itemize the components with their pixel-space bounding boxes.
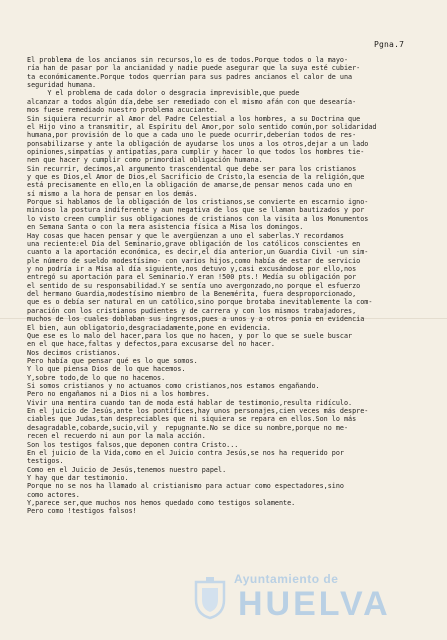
text-line: del hermano Guardia,modestísimo miembro de la Benemérita, fuera desproporcionado, xyxy=(27,290,357,299)
text-line: Vivir una mentira cuando tan de moda está hablar de testimonio,resulta ridículo. xyxy=(27,398,353,407)
text-line: que es o debía ser natural en un católico,sino porque brotaba inevitablemente la com- xyxy=(27,298,373,307)
watermark-line-1: Ayuntamiento de xyxy=(234,572,339,586)
text-line: y que es Dios,el Amor de Dios,el Sacrificio de Cristo,la esencia de la religión,que xyxy=(27,173,365,182)
text-line: opiniones,simpatías y antipatías,para cumplir y hacer lo que todos los hombres tie- xyxy=(27,147,365,156)
text-line: una reciente:el Día del Seminario,grave obligación de los católicos conscientes en xyxy=(27,239,361,248)
text-line: en Semana Santa o con la mera asistencia física a Misa los domingos. xyxy=(27,223,304,232)
text-line: ple número de sueldo modestísimo- con varios hijos,como había de estar de servicio xyxy=(27,256,361,265)
text-line: Hay cosas que hacen pensar y que le avergüenzan a uno el saberlas.Y recordamos xyxy=(27,231,344,240)
text-line: ría han de pasar por la ancianidad y nadie puede asegurar que la suya esté cubier- xyxy=(27,64,361,73)
text-line: Porque no se nos ha llamado al cristianismo para actuar como espectadores,sino xyxy=(27,482,344,491)
archive-watermark xyxy=(190,570,430,630)
text-line: seguridad humana. xyxy=(27,81,97,90)
text-line: Sin siquiera recurrir al Amor del Padre Celestial a los hombres, a su Doctrina que xyxy=(27,114,361,123)
text-line: humana,por provisión de lo que a cada uno le puede ocurrir,deberían todos de res- xyxy=(27,131,357,140)
text-line: minioso la postura indiferente y aun negativa de los que se llaman bautizados y por xyxy=(27,206,365,215)
text-line: entregó su aportación para el Seminario.Y eran !500 pts.! Medía su obligación por xyxy=(27,273,357,282)
text-line: Porque si hablamos de la obligación de los cristianos,se convierte en escarnio igno- xyxy=(27,198,369,207)
text-line: El bien, aun obligatorio,desgraciadamente,pone en evidencia. xyxy=(27,323,271,332)
text-line: Si somos cristianos y no actuamos como cristianos,nos estamos engañando. xyxy=(27,382,320,391)
text-line: En el juicio de la Vida,como en el Juicio contra Jesús,se nos ha requerido por xyxy=(27,448,344,457)
text-line: cuanto a la aportación económica, es decir,el día anterior,un Guardia Civil -un sim- xyxy=(27,248,369,257)
text-line: Y hay que dar testimonio. xyxy=(27,473,129,482)
text-line: el sentido de su responsabilidad.Y se sentía uno avergonzado,no porque el esfuerzo xyxy=(27,281,361,290)
text-line: recen el recuerdo ni aun por la mala acción. xyxy=(27,432,206,441)
text-line: Pero no engañamos ni a Dios ni a los hombres. xyxy=(27,390,210,399)
text-line: Sin recurrir, decimos,al argumento trascendental que debe ser para los cristianos xyxy=(27,164,357,173)
text-line: como actores. xyxy=(27,490,80,499)
text-line: sí mismo a la hora de pensar en los demás. xyxy=(27,189,198,198)
text-line: Como en el Juicio de Jesús,tenemos nuestro papel. xyxy=(27,465,227,474)
text-line: Nos decimos cristianos. xyxy=(27,348,121,357)
text-line: ciables que Judas,tan despreciables que ni siquiera se repara en ellos.Son lo más xyxy=(27,415,357,424)
text-line: En el juicio de Jesús,ante los pontífices,hay unos personajes,cien veces más despre- xyxy=(27,407,369,416)
text-line: Pero había que pensar qué es lo que somos. xyxy=(27,356,198,365)
text-line: Y el problema de cada dolor o desgracia imprevisible,que puede xyxy=(27,89,300,98)
text-line: nen que hacer y cumplir como primordial obligación humana. xyxy=(27,156,263,165)
document-body xyxy=(27,56,427,516)
text-line: El problema de los ancianos sin recursos,lo es de todos.Porque todos o la mayo- xyxy=(27,56,349,64)
text-line: Y,sobre todo,de lo que no hacemos. xyxy=(27,373,166,382)
page-number: Pgna.7 xyxy=(374,40,405,49)
text-line: está precisamente en ello,en la obligación de amarse,de pensar menos cada uno en xyxy=(27,181,353,190)
watermark-line-2: HUELVA xyxy=(238,585,391,623)
text-line: ponsabilizarse y ante la obligación de ayudarse los unos a los otros,dejar a un lado xyxy=(27,139,369,148)
text-line: Y lo que piensa Dios de lo que hacemos. xyxy=(27,365,186,374)
text-line: mos fuese remediado nuestro problema acuciante. xyxy=(27,106,219,115)
text-line: ta económicamente.Porque todos querrían para sus padres ancianos el calor de una xyxy=(27,72,353,81)
text-line: en el que hace,faltas y defectos,para excusarse del no hacer. xyxy=(27,340,275,349)
text-line: muchos de los cuales doblaban sus ingresos,pues a unos y a otros ponía en evidencia xyxy=(27,315,365,324)
text-line: paración con los cristianos pudientes y de carrera y con los mismos trabajadores, xyxy=(27,306,357,315)
text-line: desagradable,cobarde,sucio,vil y repugnante.No se dice su nombre,porque no me- xyxy=(27,423,349,432)
text-line: lo visto creen cumplir sus obligaciones de cristianos con la visita a los Monumentos xyxy=(27,214,369,223)
coat-of-arms-icon xyxy=(190,576,230,620)
text-line: el Hijo vino a transmitir, al Espíritu del Amor,por solo sentido común,por solidaridad xyxy=(27,122,377,131)
text-line: Son los testigos falsos,que deponen contra Cristo... xyxy=(27,440,239,449)
text-line: Y,parece ser,que muchos nos hemos quedado como testigos solamente. xyxy=(27,499,296,508)
text-line: Pero como !testigos falsos! xyxy=(27,507,137,516)
text-line: Que ese es lo malo del hacer,para los que no hacen, y por lo que se suele buscar xyxy=(27,331,353,340)
text-line: alcanzar a todos algún día,debe ser remediado con el mismo afán con que desearía- xyxy=(27,97,357,106)
text-line: y no podría ir a Misa al día siguiente,nos detuvo y,casi excusándose por ello,nos xyxy=(27,264,357,273)
text-line: testigos. xyxy=(27,457,64,466)
